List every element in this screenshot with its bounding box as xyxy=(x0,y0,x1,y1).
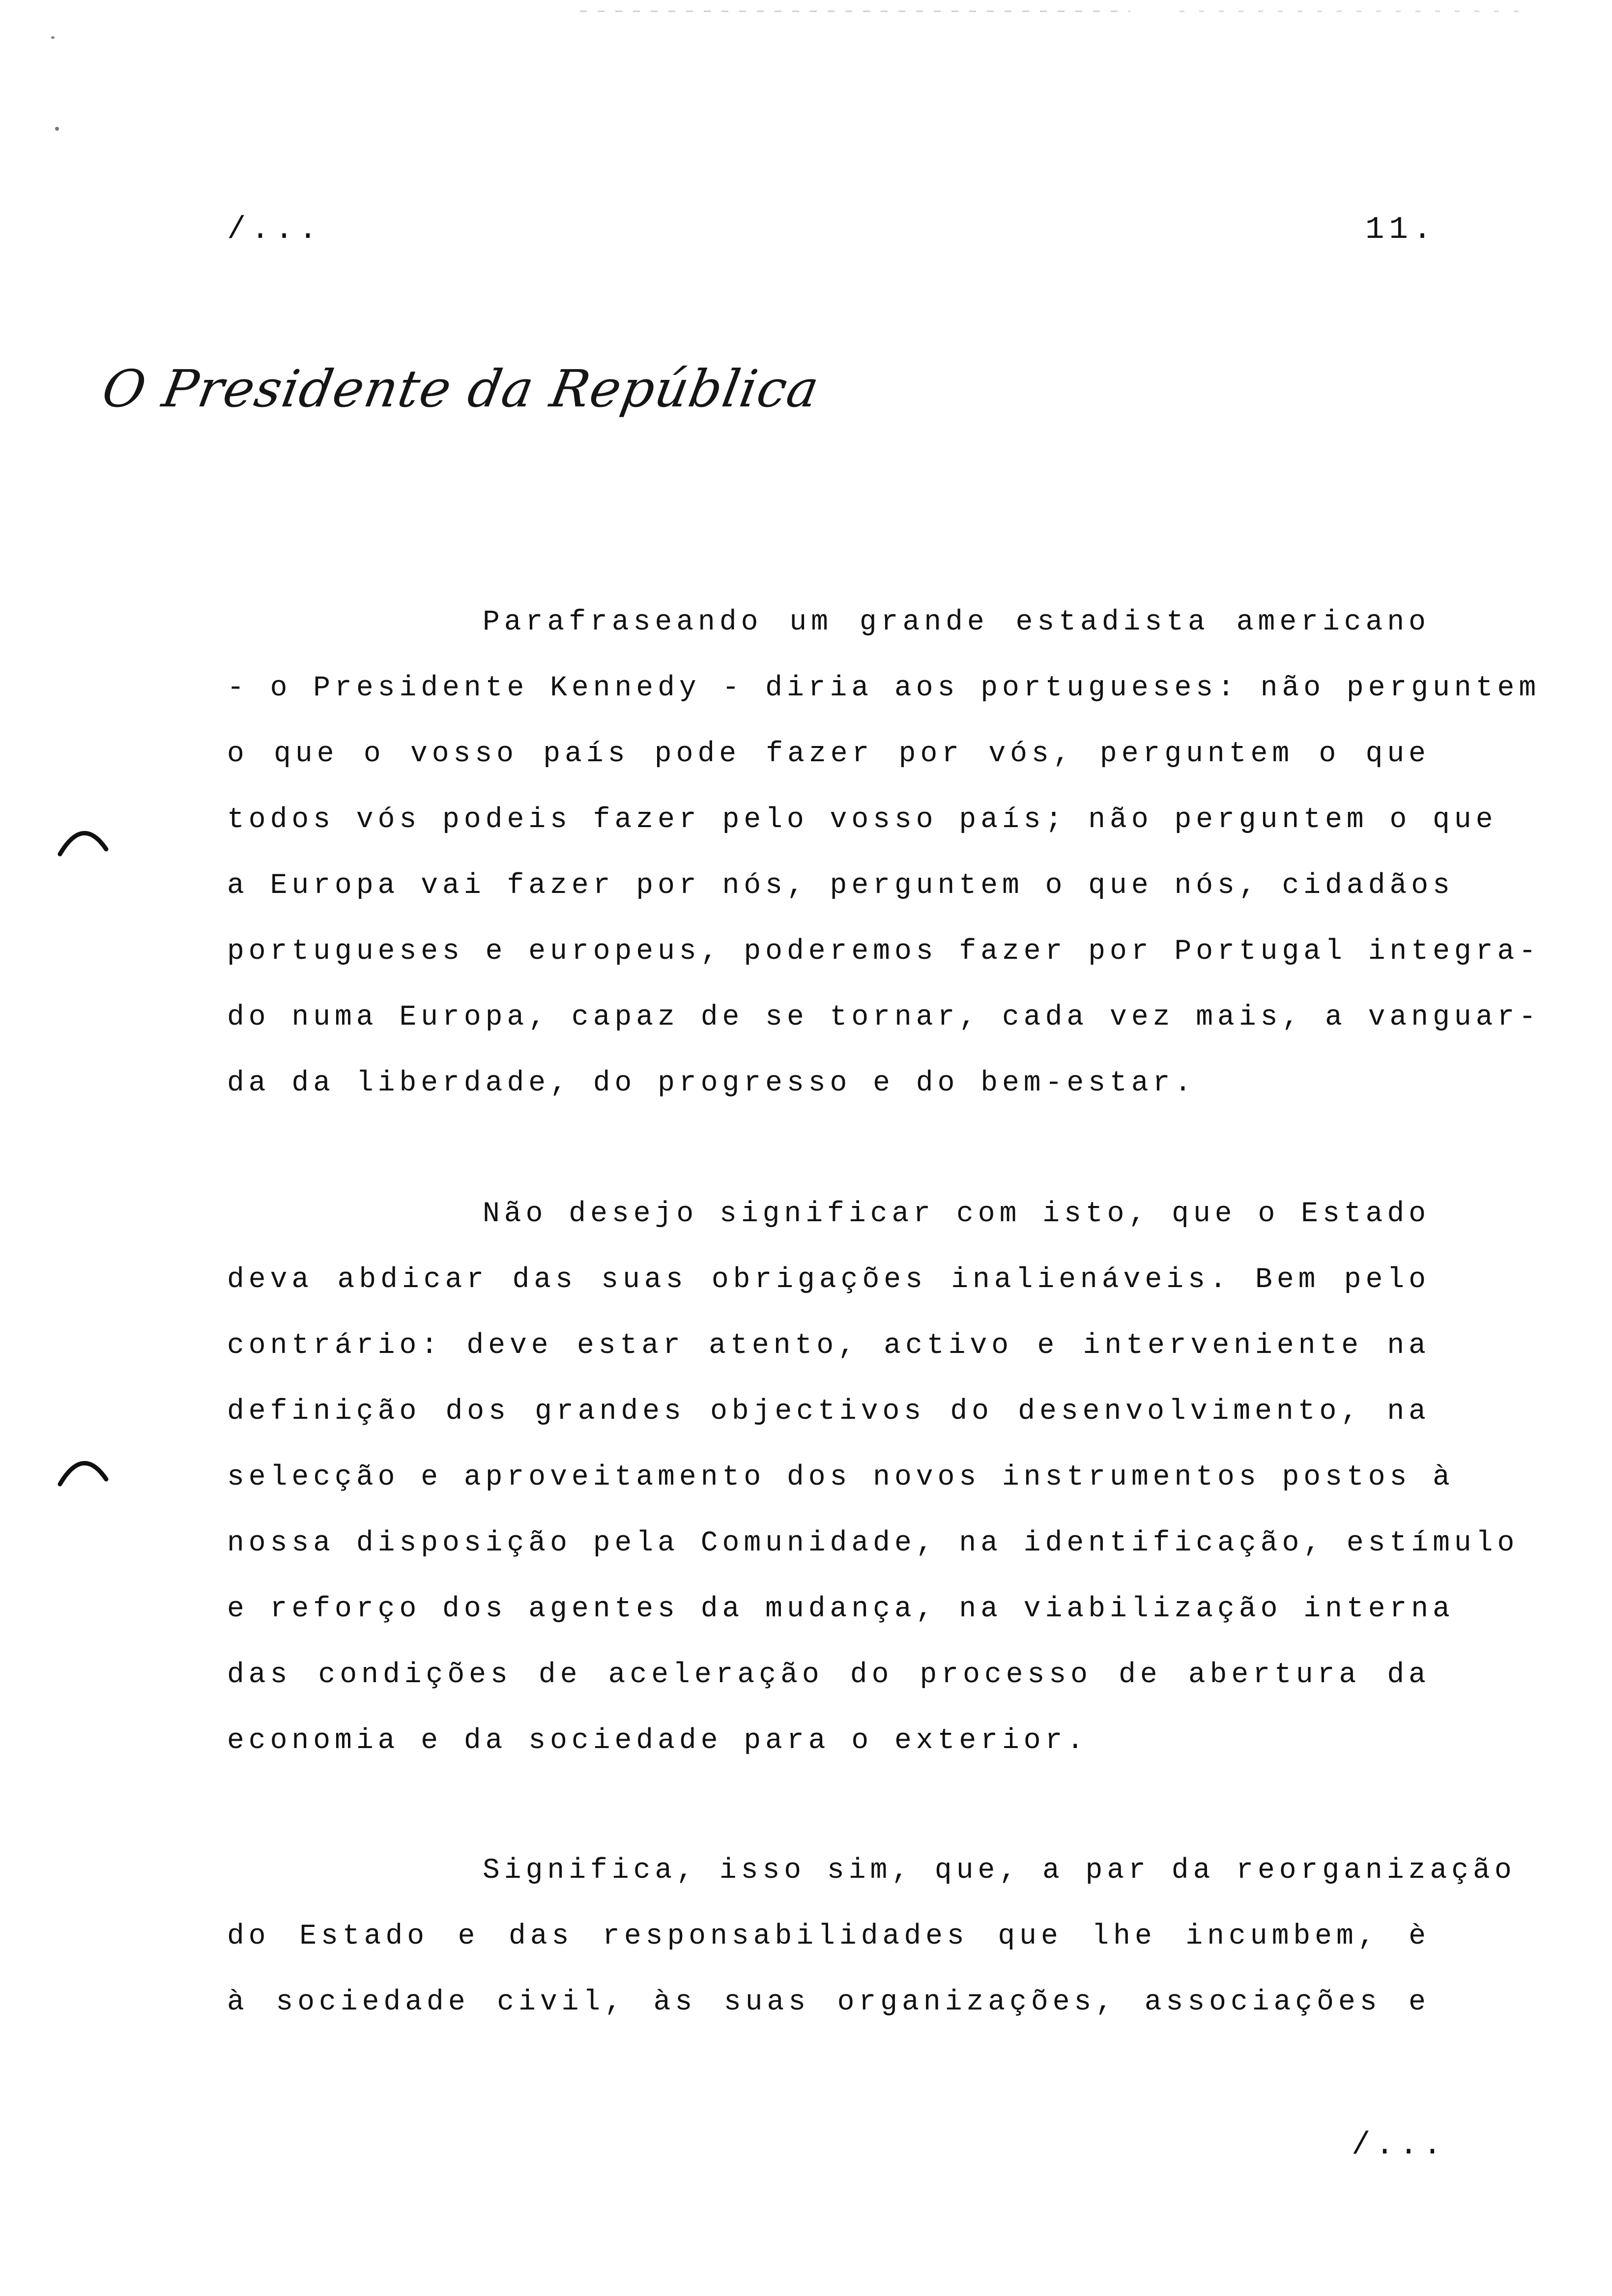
text-line: do numa Europa, capaz de se tornar, cada vez mais, a vanguar- xyxy=(227,1002,1541,1033)
scan-edge-noise xyxy=(0,9,1612,14)
text-line: das condições de aceleração do processo de abertura da xyxy=(227,1659,1430,1691)
text-line: a Europa vai fazer por nós, perguntem o que nós, cidadãos xyxy=(227,870,1454,902)
continuation-mark-top: /... xyxy=(227,212,322,248)
text-line: e reforço dos agentes da mudança, na viabilização interna xyxy=(227,1593,1454,1625)
paragraph-3 xyxy=(227,1838,1516,2036)
text-line: Parafraseando um grande estadista americano xyxy=(483,606,1430,638)
paragraph-1 xyxy=(227,590,1541,1117)
text-line: - o Presidente Kennedy - diria aos portugueses: não perguntem xyxy=(227,672,1541,704)
text-line: todos vós podeis fazer pelo vosso país; não perguntem o que xyxy=(227,804,1497,836)
text-line: à sociedade civil, às suas organizações, associações e xyxy=(227,1986,1430,2018)
text-line: deva abdicar das suas obrigações inalienáveis. Bem pelo xyxy=(227,1264,1430,1296)
text-line: Significa, isso sim, que, a par da reorganização xyxy=(483,1855,1516,1887)
text-line: economia e da sociedade para o exterior. xyxy=(227,1725,1089,1757)
document-body xyxy=(227,1181,1519,1774)
page-number: 11. xyxy=(1365,212,1437,248)
letterhead-title: O Presidente da República xyxy=(98,359,824,419)
text-line: o que o vosso país pode fazer por vós, perguntem o que xyxy=(227,738,1430,770)
punch-hole-mark-upper xyxy=(56,820,110,864)
text-line: selecção e aproveitamento dos novos instrumentos postos à xyxy=(227,1462,1454,1493)
scan-dot xyxy=(51,36,55,39)
document-body xyxy=(227,1838,1516,2036)
text-line: Não desejo significar com isto, que o Estado xyxy=(483,1198,1430,1230)
text-line: contrário: deve estar atento, activo e interveniente na xyxy=(227,1330,1430,1362)
text-line: nossa disposição pela Comunidade, na identificação, estímulo xyxy=(227,1527,1519,1559)
text-line: portugueses e europeus, poderemos fazer por Portugal integra- xyxy=(227,936,1541,968)
text-line: da da liberdade, do progresso e do bem-estar. xyxy=(227,1067,1196,1099)
text-line: definição dos grandes objectivos do desenvolvimento, na xyxy=(227,1396,1430,1428)
continuation-mark-bottom: /... xyxy=(1352,2128,1447,2163)
document-body xyxy=(227,590,1541,1117)
scan-dot xyxy=(55,127,59,131)
punch-hole-mark-lower xyxy=(56,1450,110,1494)
paragraph-2 xyxy=(227,1181,1519,1774)
text-line: do Estado e das responsabilidades que lhe incumbem, è xyxy=(227,1921,1430,1952)
